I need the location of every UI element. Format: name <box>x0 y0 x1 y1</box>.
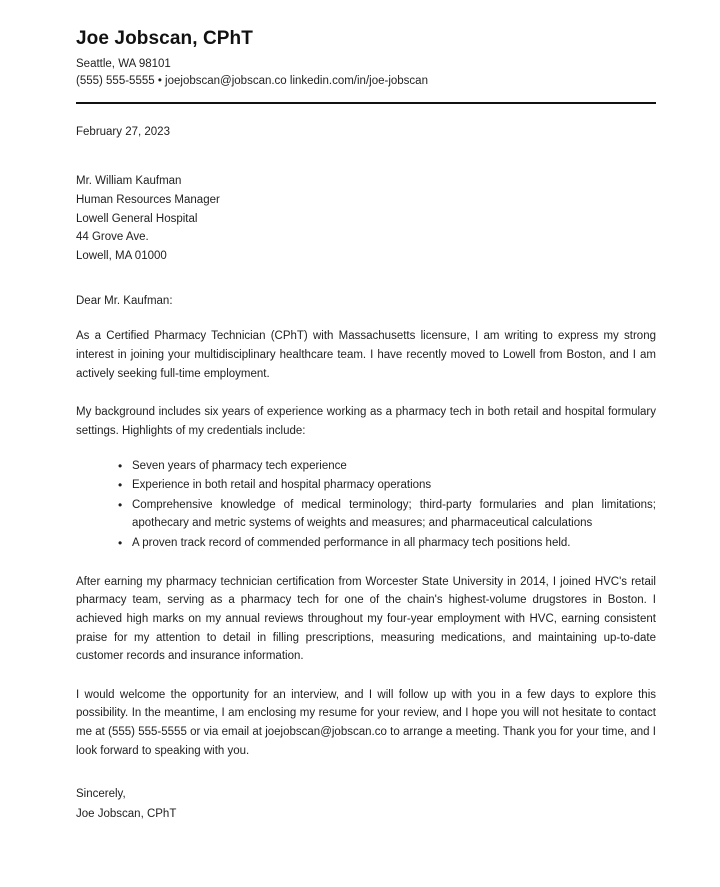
applicant-name: Joe Jobscan, CPhT <box>76 28 253 49</box>
closing-block <box>76 784 656 824</box>
letterhead <box>76 28 656 94</box>
body-paragraph-1: As a Certified Pharmacy Technician (CPhT) with Massachusetts licensure, I am writing to express my strong interest in joining your multidisciplinary healthcare team. I have recently moved to Lowell from Boston, and I am actively seeking full-time employment. <box>76 330 656 380</box>
list-item: • Experience in both retail and hospital pharmacy operations <box>118 476 656 495</box>
body-paragraph-2: My background includes six years of experience working as a pharmacy tech in both retail and hospital formulary settings. Highlights of my credentials include: <box>76 406 656 437</box>
body-paragraph-4: I would welcome the opportunity for an interview, and I will follow up with you in a few days to explore this possibility. In the meantime, I am enclosing my resume for your review, and I hope you will not hesitate to contact me at (555) 555-5555 or via email at joejobscan@jobscan.co to arrange a meeting. Thank you for your time, and I look forward to speaking with you. <box>76 688 656 757</box>
recipient-city-state-zip: Lowell, MA 01000 <box>76 249 167 262</box>
header-divider <box>76 102 656 104</box>
list-item: • Seven years of pharmacy tech experience <box>118 457 656 476</box>
letter-date: February 27, 2023 <box>76 126 170 139</box>
list-item: • Comprehensive knowledge of medical terminology; third-party formularies and plan limitations; apothecary and metric systems of weights and measures; and pharmaceutical calculations <box>118 496 656 533</box>
body-paragraph-3: After earning my pharmacy technician certification from Worcester State University in 2014, I joined HVC's retail pharmacy team, serving as a pharmacy tech for one of the chain's highest-volume drugstores in Boston. I achieved high marks on my annual reviews throughout my four-year employment with HVC, earning consistent praise for my attention to detail in filling prescriptions, measuring medications, and maintaining up-to-date customer records and insurance information. <box>76 575 656 663</box>
credentials-list <box>76 457 656 553</box>
recipient-organization: Lowell General Hospital <box>76 212 198 225</box>
signature-name: Joe Jobscan, CPhT <box>76 808 177 821</box>
list-item: • A proven track record of commended performance in all pharmacy tech positions held. <box>118 534 656 553</box>
applicant-address: Seattle, WA 98101 <box>76 57 171 70</box>
recipient-name: Mr. William Kaufman <box>76 175 182 188</box>
applicant-contact: (555) 555-5555 • joejobscan@jobscan.co linkedin.com/in/joe-jobscan <box>76 75 428 88</box>
valediction: Sincerely, <box>76 788 126 801</box>
recipient-title: Human Resources Manager <box>76 193 220 206</box>
recipient-street: 44 Grove Ave. <box>76 231 149 244</box>
salutation: Dear Mr. Kaufman: <box>76 295 173 308</box>
recipient-block <box>76 172 656 265</box>
